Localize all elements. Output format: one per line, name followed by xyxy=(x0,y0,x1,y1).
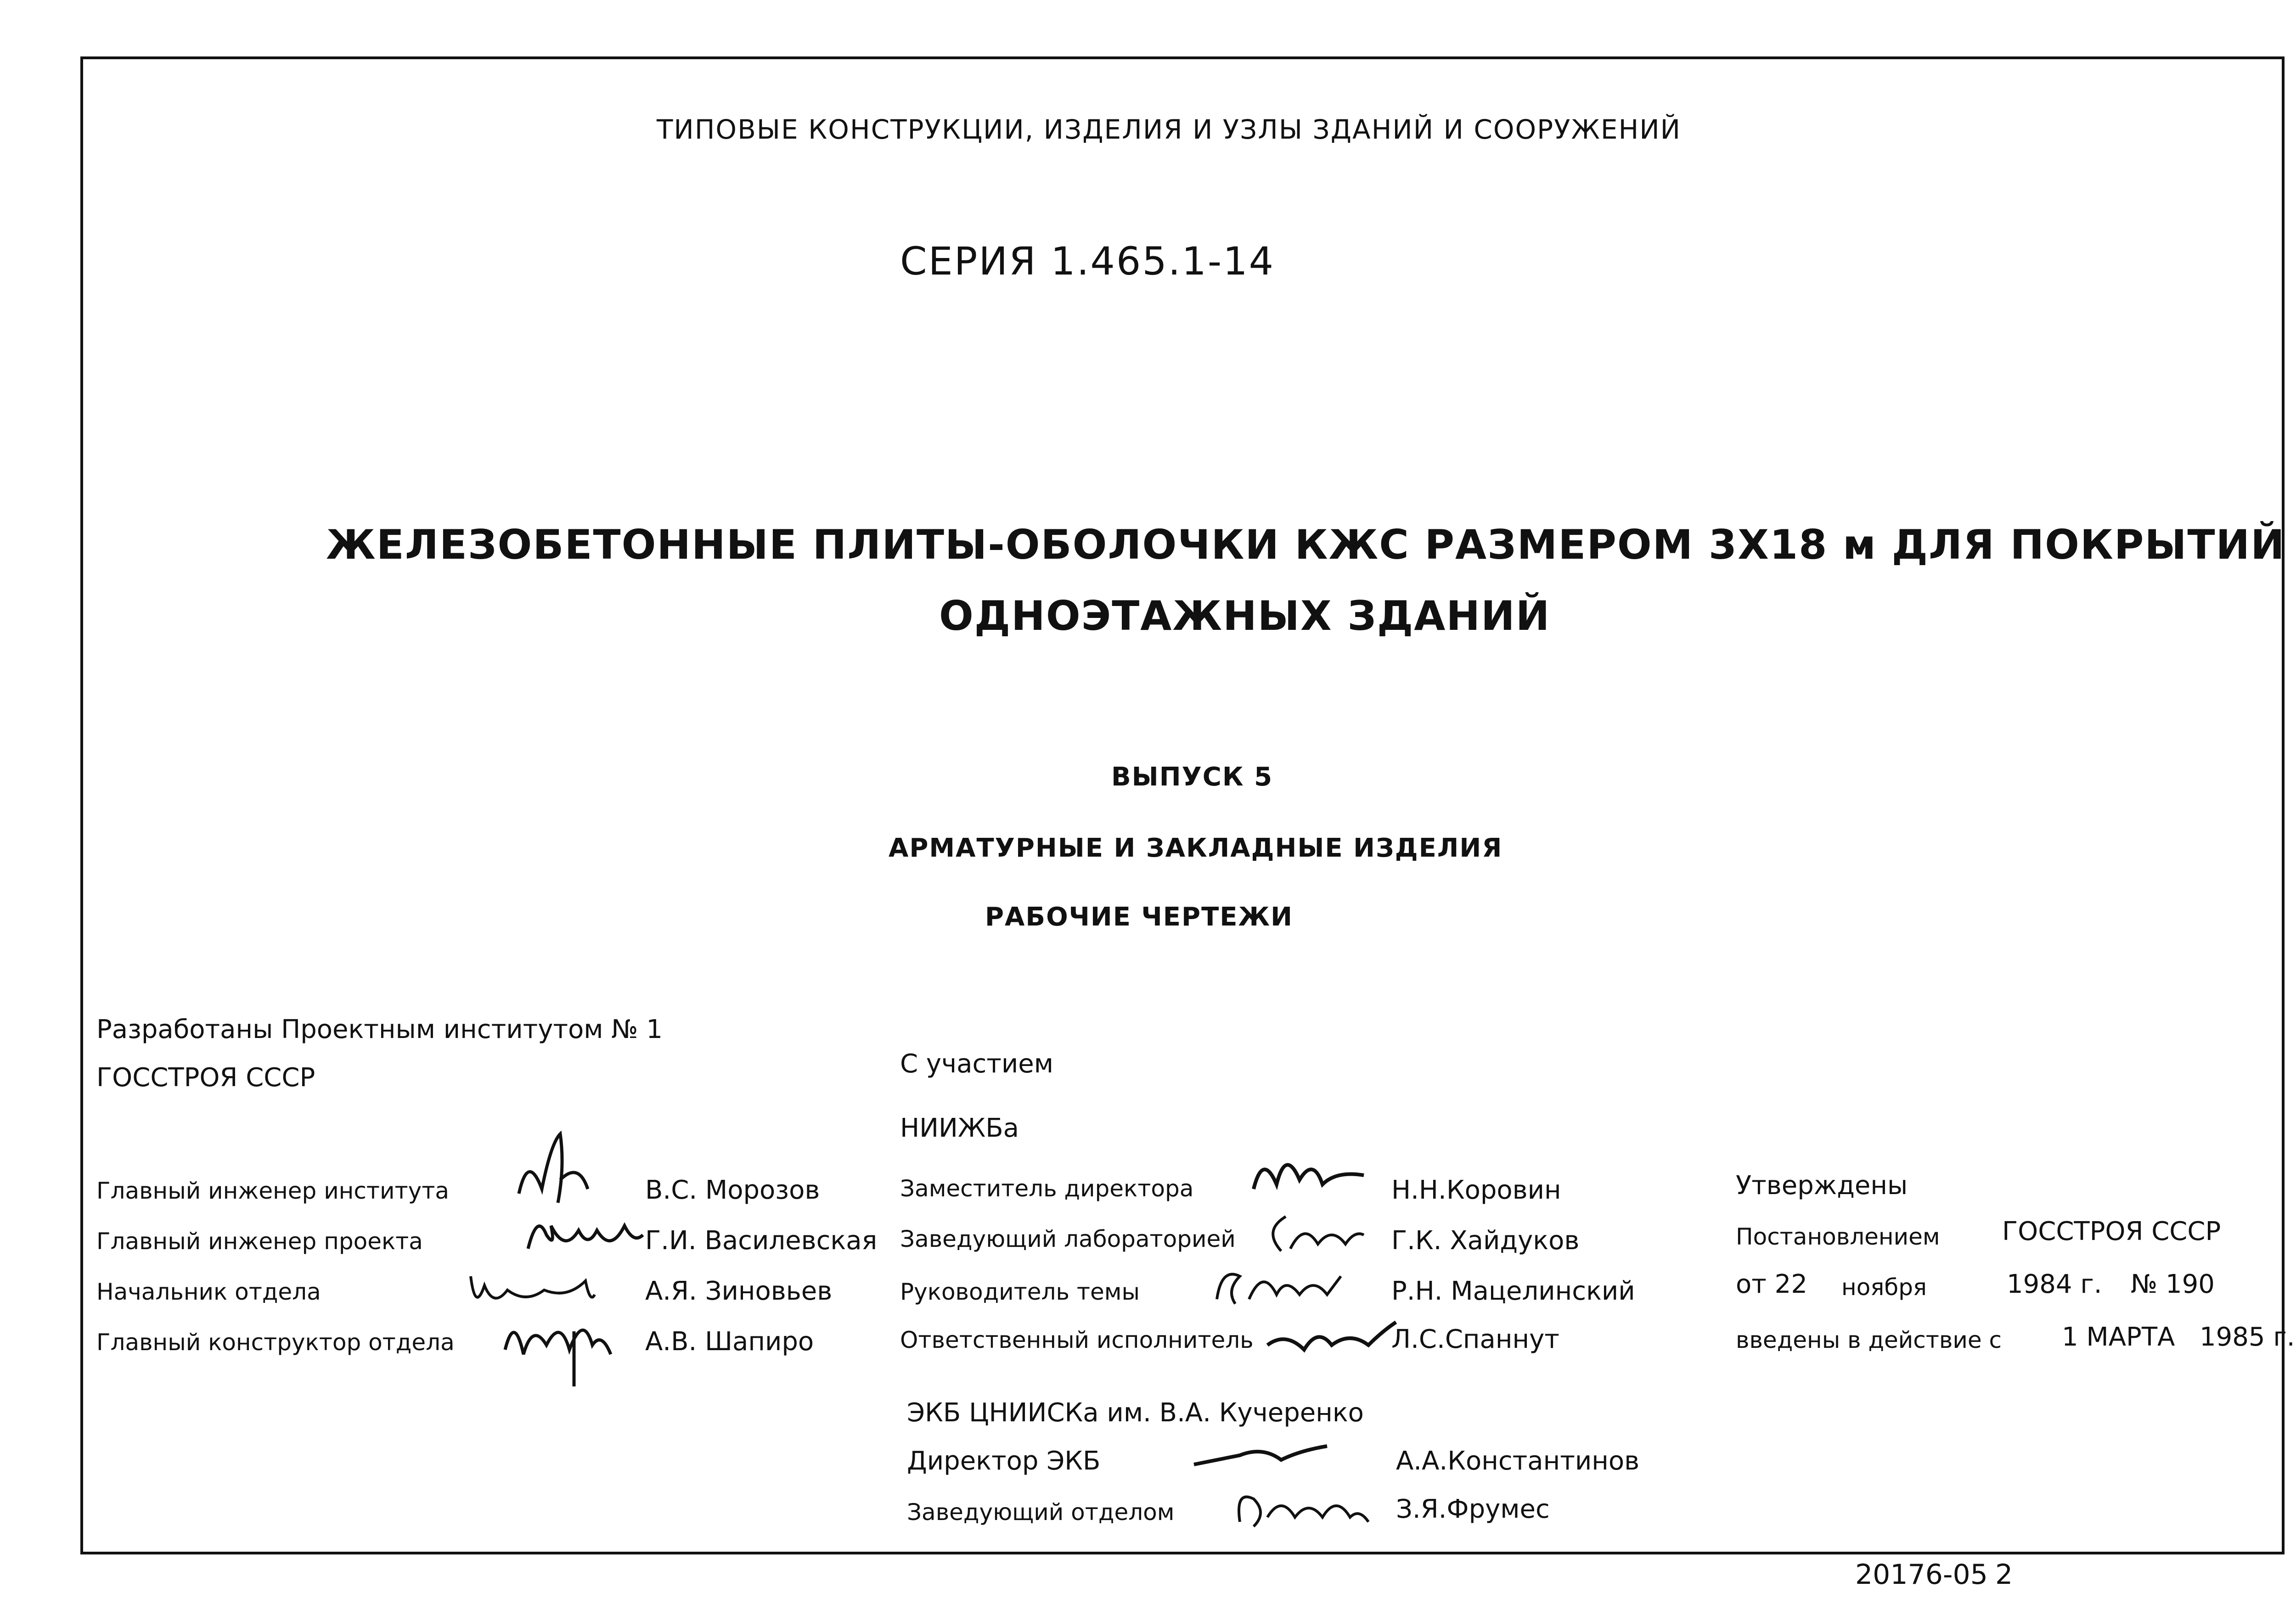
staff-role: Главный инженер института xyxy=(96,1178,449,1204)
document-title-line1: ЖЕЛЕЗОБЕТОННЫЕ ПЛИТЫ-ОБОЛОЧКИ КЖС РАЗМЕРОМ 3Х18 м ДЛЯ ПОКРЫТИЙ xyxy=(326,521,2285,568)
participation-org: НИИЖБа xyxy=(900,1113,1019,1143)
staff-role: Руководитель темы xyxy=(900,1279,1140,1305)
signature-konstantinov xyxy=(1189,1437,1341,1474)
approval-decree-number: № 190 xyxy=(2131,1269,2215,1299)
approval-effective-label: введены в действие с xyxy=(1736,1327,2002,1353)
document-title-line2: ОДНОЭТАЖНЫХ ЗДАНИЙ xyxy=(939,592,1551,640)
staff-name: В.С. Морозов xyxy=(645,1175,820,1205)
approval-date-month: ноября xyxy=(1841,1274,1927,1301)
approval-date-year: 1984 г. xyxy=(2007,1269,2102,1299)
staff-role: Главный конструктор отдела xyxy=(96,1329,455,1356)
signature-frumes xyxy=(1231,1481,1378,1536)
signature-spannut xyxy=(1263,1313,1401,1363)
ekb-org: ЭКБ ЦНИИСКа им. В.А. Кучеренко xyxy=(907,1398,1364,1428)
signature-korovin xyxy=(1249,1143,1368,1203)
developer-line2: ГОССТРОЯ СССР xyxy=(96,1063,315,1093)
staff-role: Ответственный исполнитель xyxy=(900,1327,1254,1353)
issue-subject: АРМАТУРНЫЕ И ЗАКЛАДНЫЕ ИЗДЕЛИЯ xyxy=(889,833,1503,863)
issue-number: ВЫПУСК 5 xyxy=(1111,762,1273,792)
participation-label: С участием xyxy=(900,1049,1053,1079)
signature-shapiro xyxy=(501,1304,625,1391)
approval-effective-year: 1985 г. xyxy=(2200,1322,2295,1352)
signature-morozov xyxy=(510,1125,602,1212)
staff-role: Директор ЭКБ xyxy=(907,1446,1101,1476)
document-code: 20176-05 xyxy=(1855,1559,1988,1591)
approval-label: Утверждены xyxy=(1736,1171,1908,1200)
collection-title: ТИПОВЫЕ КОНСТРУКЦИИ, ИЗДЕЛИЯ И УЗЛЫ ЗДАНИЙ И СООРУЖЕНИЙ xyxy=(657,114,1681,145)
staff-name: А.А.Константинов xyxy=(1396,1446,1640,1476)
approval-decree-label: Постановлением xyxy=(1736,1223,1940,1250)
staff-name: Г.И. Василевская xyxy=(645,1226,878,1256)
staff-role: Заведующий лабораторией xyxy=(900,1226,1236,1252)
staff-role: Главный инженер проекта xyxy=(96,1228,423,1255)
series-number: СЕРИЯ 1.465.1-14 xyxy=(900,239,1275,284)
staff-name: З.Я.Фрумес xyxy=(1396,1494,1550,1524)
staff-role: Начальник отдела xyxy=(96,1279,321,1305)
staff-name: Р.Н. Мацелинский xyxy=(1391,1276,1635,1306)
staff-name: Г.К. Хайдуков xyxy=(1391,1226,1580,1256)
staff-name: Л.С.Спаннут xyxy=(1391,1324,1559,1354)
staff-role: Заведующий отделом xyxy=(907,1499,1175,1526)
approval-effective-date: 1 МАРТА xyxy=(2062,1322,2175,1352)
staff-name: А.Я. Зиновьев xyxy=(645,1276,833,1306)
staff-name: Н.Н.Коровин xyxy=(1391,1175,1561,1205)
issue-type: РАБОЧИЕ ЧЕРТЕЖИ xyxy=(985,902,1293,932)
staff-name: А.В. Шапиро xyxy=(645,1327,814,1357)
signature-khaidukov xyxy=(1258,1207,1368,1258)
staff-role: Заместитель директора xyxy=(900,1175,1194,1202)
approval-org: ГОССТРОЯ СССР xyxy=(2002,1217,2221,1246)
approval-date-prefix: от 22 xyxy=(1736,1269,1807,1299)
sheet-number: 2 xyxy=(1995,1559,2013,1591)
developer-line1: Разработаны Проектным институтом № 1 xyxy=(96,1015,663,1044)
signature-matselinsky xyxy=(1208,1258,1345,1313)
signature-vasilevskaya xyxy=(523,1207,647,1258)
